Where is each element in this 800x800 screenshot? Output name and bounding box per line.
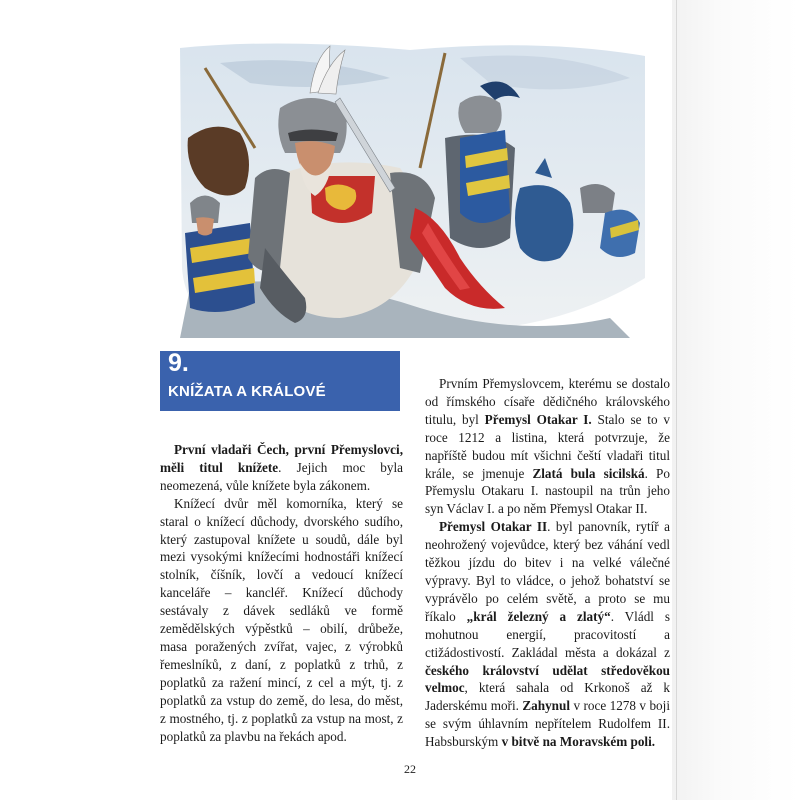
body-text: Prvním Přemyslovcem, kterému se dostalo od římského císaře dědičného královského titulu, byl bbox=[425, 376, 670, 427]
right-text-column bbox=[425, 375, 670, 751]
body-text: . Vládl s mohutnou energií, pracovitostí a ctižádostivostí. Zakládal města a dokázal z bbox=[425, 608, 670, 660]
body-text: Stalo se to v roce 1212 a listina, která potvrzuje, že napříště budou mít všichni čeští vladaři titul krále, se jmenuje bbox=[425, 411, 670, 481]
bold-text: Přemysl Otakar II bbox=[439, 519, 548, 535]
bold-text: v bitvě na Moravském poli. bbox=[501, 734, 656, 750]
battle-illustration bbox=[160, 38, 650, 338]
bold-text: První vladaři Čech, první Přemyslovci, měli titul knížete bbox=[160, 442, 403, 475]
bold-text: českého království udělat středověkou velmoc bbox=[425, 662, 670, 696]
body-text: . Po Přemyslu Otakaru I. nastoupil na trůn jeho syn Václav I. a po něm Přemysl Otakar II. bbox=[425, 465, 670, 517]
paragraph-first-king bbox=[425, 375, 670, 518]
paragraph-otakar-ii bbox=[425, 518, 670, 751]
body-text: . byl panovník, rytíř a neohrožený vojevůdce, který bez váhání vedl těžkou jízdu do bitev i na velké válečné výpravy. Byl to vládce, o jehož bohatství se vyprávělo po celém světě, a proto se mu říkalo bbox=[425, 519, 670, 624]
page-edge-shadow bbox=[672, 0, 800, 800]
paragraph-intro bbox=[160, 441, 403, 495]
bold-text: Zlatá bula sicilská bbox=[532, 465, 645, 481]
body-text: , která sahala od Krkonoš až k Jaderskému moři. bbox=[425, 680, 670, 714]
bold-text: Přemysl Otakar I. bbox=[484, 411, 592, 427]
body-text: v roce 1278 v boji se svým úhlavním nepřítelem Rudolfem II. Habsburským bbox=[425, 698, 670, 750]
bold-text: „král železný a zlatý“ bbox=[466, 608, 611, 624]
chapter-title: KNÍŽATA A KRÁLOVÉ bbox=[168, 383, 326, 400]
page-edge-line bbox=[676, 0, 677, 800]
chapter-heading-box bbox=[160, 351, 400, 411]
left-text-column bbox=[160, 441, 403, 745]
chapter-number: 9. bbox=[168, 349, 189, 377]
paragraph-court: Knížecí dvůr měl komorníka, který se staral o knížecí důchody, dvorského sudího, který zastupoval knížete u soudů, dále byl mezi vysokými knížecími hodnostáři knížecí stolník, číšník, lovčí a vedoucí knížecí kanceláře – kancléř. Knížecí důchody sestávaly z dávek sedláků ve formě zemědělských výpěstků – obilí, drůbeže, masa poražených zvířat, vajec, z výrobků řemeslníků, z daní, z poplatků z trhů, z poplatků za ražení mincí, z cel a mýt, tj. z poplatků za vstup do země, do lesa, do měst, z mostného, tj. z poplatků za vstup na most, z poplatků za plavbu na řekách apod. bbox=[160, 495, 403, 744]
page-number: 22 bbox=[404, 762, 416, 776]
body-text: . Jejich moc byla neomezená, vůle knížete byla zákonem. bbox=[160, 459, 403, 493]
bold-text: Zahynul bbox=[522, 698, 570, 714]
